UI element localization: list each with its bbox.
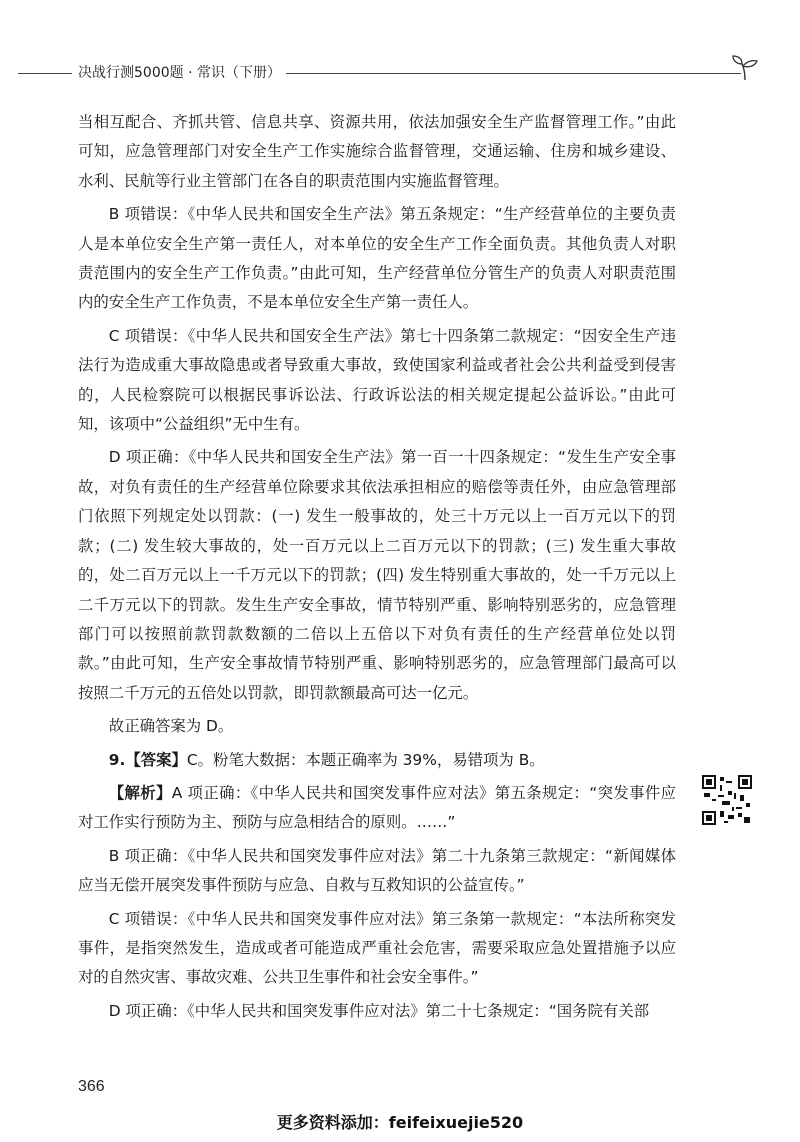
- answer-text: C。粉笔大数据：本题正确率为 39%，易错项为 B。: [186, 750, 545, 769]
- answer-conclusion: 故正确答案为 D。: [108, 717, 234, 736]
- analysis-option-b: B 项正确：《中华人民共和国突发事件应对法》第二十九条第三款规定：“新闻媒体应当无偿开展突发事件预防与应急、自救与互救知识的公益宣传。”: [78, 846, 676, 895]
- qr-code-icon[interactable]: [702, 775, 752, 825]
- analysis-tag: 【解析】: [108, 783, 172, 802]
- paragraph-continued: 当相互配合、齐抓共管、信息共享、资源共用，依法加强安全生产监督管理工作。”由此可知，应急管理部门对安全生产工作实施综合监督管理，交通运输、住房和城乡建设、水利、民航等行业主管部门在各自的职责范围内实施监督管理。: [78, 113, 676, 190]
- header-rule-left: [18, 73, 72, 74]
- analysis-option-a: [78, 779, 676, 838]
- running-header: [0, 52, 800, 92]
- leaf-sprout-icon: [730, 52, 760, 82]
- analysis-option-c: C 项错误：《中华人民共和国突发事件应对法》第三条第一款规定：“本法所称突发事件，是指突然发生，造成或者可能造成严重社会危害，需要采取应急处置措施予以应对的自然灾害、事故灾难、公共卫生事件和社会安全事件。”: [78, 909, 676, 987]
- header-title: 决战行测5000题 · 常识（下册）: [78, 65, 281, 81]
- paragraph-option-c: C 项错误：《中华人民共和国安全生产法》第七十四条第二款规定：“因安全生产违法行为造成重大事故隐患或者导致重大事故，致使国家利益或者社会公共利益受到侵害的，人民检察院可以根据民事诉讼法、行政诉讼法的相关规定提起公益诉讼。”由此可知，该项中“公益组织”无中生有。: [78, 326, 676, 434]
- question-9-answer: [78, 746, 676, 775]
- analysis-option-d: D 项正确：《中华人民共和国突发事件应对法》第二十七条规定：“国务院有关部: [108, 1001, 650, 1020]
- paragraph-option-b: B 项错误：《中华人民共和国安全生产法》第五条规定：“生产经营单位的主要负责人是本单位安全生产第一责任人，对本单位的安全生产工作全面负责。其他负责人对职责范围内的安全生产工作负责。”由此可知，生产经营单位分管生产的负责人对职责范围内的安全生产工作负责，不是本单位安全生产第一责任人。: [78, 205, 676, 312]
- page-number: 366: [78, 1078, 105, 1095]
- analysis-text: A 项正确：《中华人民共和国突发事件应对法》第五条规定：“突发事件应对工作实行预防为主、预防与应急相结合的原则。……”: [78, 783, 676, 832]
- page-body: [78, 108, 676, 1026]
- header-rule-right: [286, 73, 741, 74]
- paragraph-option-d: D 项正确：《中华人民共和国安全生产法》第一百一十四条规定：“发生生产安全事故，对负有责任的生产经营单位除要求其依法承担相应的赔偿等责任外，由应急管理部门依照下列规定处以罚款：(一) 发生一般事故的，处三十万元以上一百万元以下的罚款；(二) 发生较大事故的，处一百万元以上二百万元以下的罚款；(三) 发生重大事故的，处二百万元以上一千万元以下的罚款；(四) 发生特别重大事故的，处一千万元以上二千万元以下的罚款。发生生产安全事故，情节特别严重、影响特别恶劣的，应急管理部门可以按照前款罚款数额的二倍以上五倍以下对负有责任的生产经营单位处以罚款。”由此可知，生产安全事故情节特别严重、影响特别恶劣的，应急管理部门最高可以按照二千万元的五倍处以罚款，即罚款额最高可达一亿元。: [78, 448, 676, 702]
- answer-tag: 9.【答案】: [108, 750, 187, 769]
- footer-note: 更多资料添加：feifeixuejie520: [276, 1113, 524, 1132]
